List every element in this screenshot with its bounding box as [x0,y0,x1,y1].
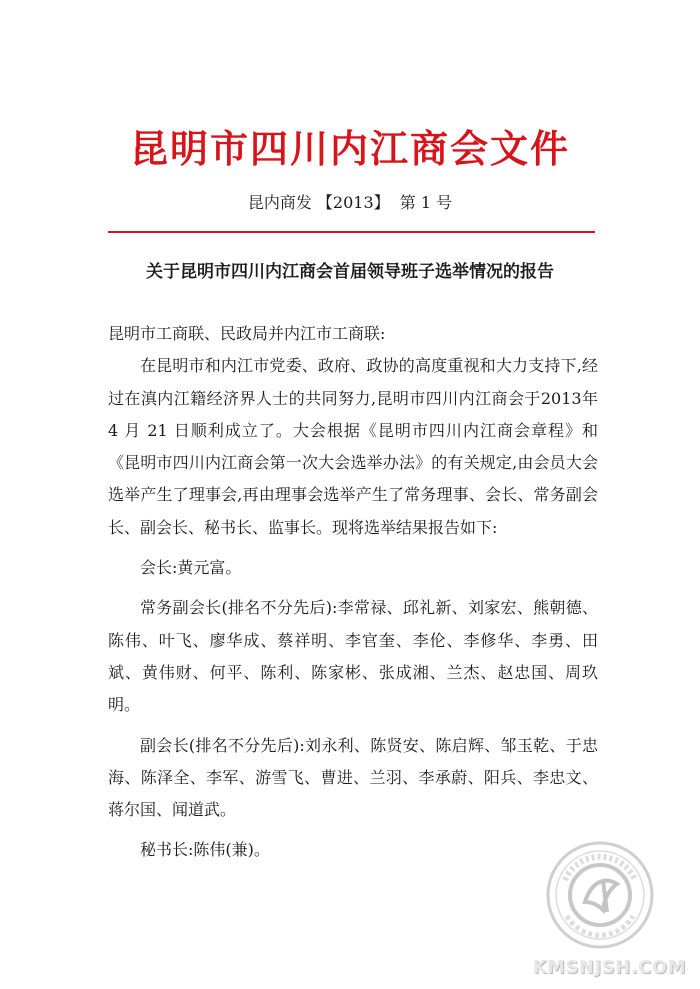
chamber-seal-logo [545,840,655,950]
secretary-general-line: 秘书长:陈伟(兼)。 [140,840,270,860]
document-subject: 关于昆明市四川内江商会首届领导班子选举情况的报告 [146,262,554,282]
document-body [108,318,598,867]
document-number: 昆内商发 【2013】 第 1 号 [247,193,453,212]
addressee-line: 昆明市工商联、民政局并内江市工商联: [108,324,386,343]
vice-presidents-paragraph: 副会长(排名不分先后):刘永利、陈贤安、陈启辉、邹玉乾、于忠海、陈泽全、李军、游雪飞、曹进、兰羽、李承蔚、阳兵、李忠文、蒋尔国、闻道武。 [108,735,598,820]
site-watermark: KMSNJSH.COM [532,957,686,978]
red-divider [108,231,595,233]
intro-paragraph: 在昆明市和内江市党委、政府、政协的高度重视和大力支持下,经过在滇内江籍经济界人士的共同努力,昆明市四川内江商会于2013年 4 月 21 日顺利成立了。大会根据《昆明市四川内江商会章程》和《昆明市四川内江商会第一次大会选举办法》的有关规定,由会员大会选举产生了理事会,再由理事会选举产生了常务理事、会长、常务副会长、副会长、秘书长、监事长。现将选举结果报告如下: [108,356,598,537]
document-title: 昆明市四川内江商会文件 [129,127,570,171]
president-line: 会长:黄元富。 [140,558,242,578]
exec-vice-presidents-paragraph: 常务副会长(排名不分先后):李常禄、邱礼新、刘家宏、熊朝德、陈伟、叶飞、廖华成、蔡祥明、李官奎、李伦、李修华、李勇、田斌、黄伟财、何平、陈利、陈家彬、张成湘、兰杰、赵忠国、周玖明。 [108,598,598,715]
